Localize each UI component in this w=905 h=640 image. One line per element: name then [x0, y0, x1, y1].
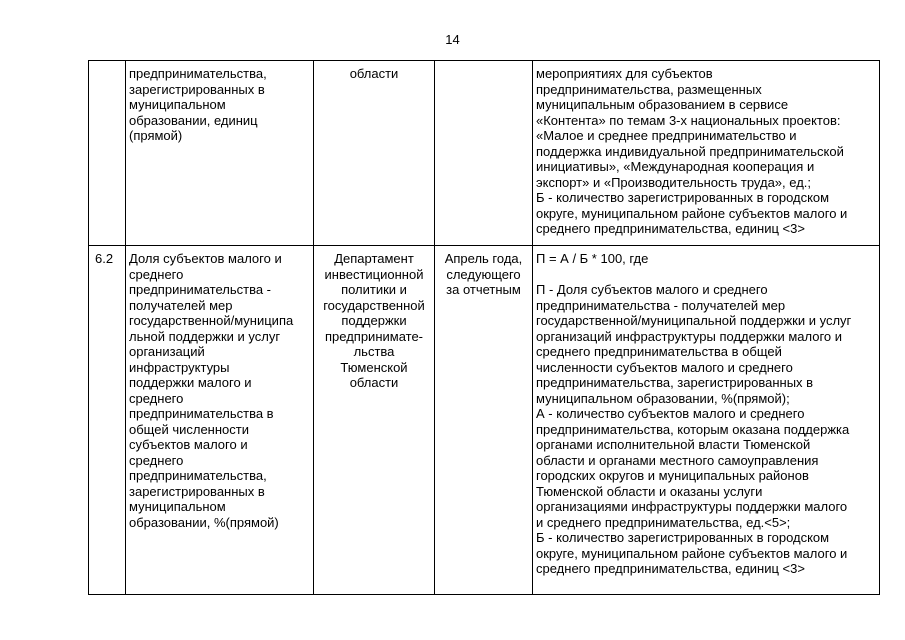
row-number-cell: 6.2	[89, 246, 126, 595]
responsible-cell: Департамент инвестиционной политики и государственной поддержки предпринимате- льства Тюменской области	[314, 246, 435, 595]
table-row	[89, 61, 880, 246]
method-cell: мероприятиях для субъектов предпринимательства, размещенных муниципальным образованием в сервисе «Контента» по темам 3-х национальных проектов: «Малое и среднее предпринимательство и поддержка индивидуальной предпринимательской инициативы», «Международная кооперация и экспорт» и «Производительность труда», ед.; Б - количество зарегистрированных в городском округе, муниципальном районе субъектов малого и среднего предпринимательства, единиц <3>	[533, 61, 880, 246]
row-number-cell	[89, 61, 126, 246]
indicator-cell: предпринимательства, зарегистрированных в муниципальном образовании, единиц (прямой)	[126, 61, 314, 246]
page-number: 14	[445, 32, 460, 47]
indicators-table	[88, 60, 880, 595]
period-cell: Апрель года, следующего за отчетным	[435, 246, 533, 595]
responsible-cell: области	[314, 61, 435, 246]
table-row	[89, 246, 880, 595]
period-cell	[435, 61, 533, 246]
indicator-cell: Доля субъектов малого и среднего предпринимательства - получателей мер государственной/муниципа льной поддержки и услуг организаций инфраструктуры поддержки малого и среднего предпринимательства в общей численности субъектов малого и среднего предпринимательства, зарегистрированных в муниципальном образовании, %(прямой)	[126, 246, 314, 595]
method-cell: П = А / Б * 100, где П - Доля субъектов малого и среднего предпринимательства - получателей мер государственной/муниципальной поддержки и услуг организаций инфраструктуры поддержки малого и среднего предпринимательства в общей численности субъектов малого и среднего предпринимательства, зарегистрированных в муниципальном образовании, %(прямой); А - количество субъектов малого и среднего предпринимательства, которым оказана поддержка органами исполнительной власти Тюменской области и органами местного самоуправления городских округов и муниципальных районов Тюменской области и оказаны услуги организациями инфраструктуры поддержки малого и среднего предпринимательства, ед.<5>; Б - количество зарегистрированных в городском округе, муниципальном районе субъектов малого и среднего предпринимательства, единиц <3>	[533, 246, 880, 595]
